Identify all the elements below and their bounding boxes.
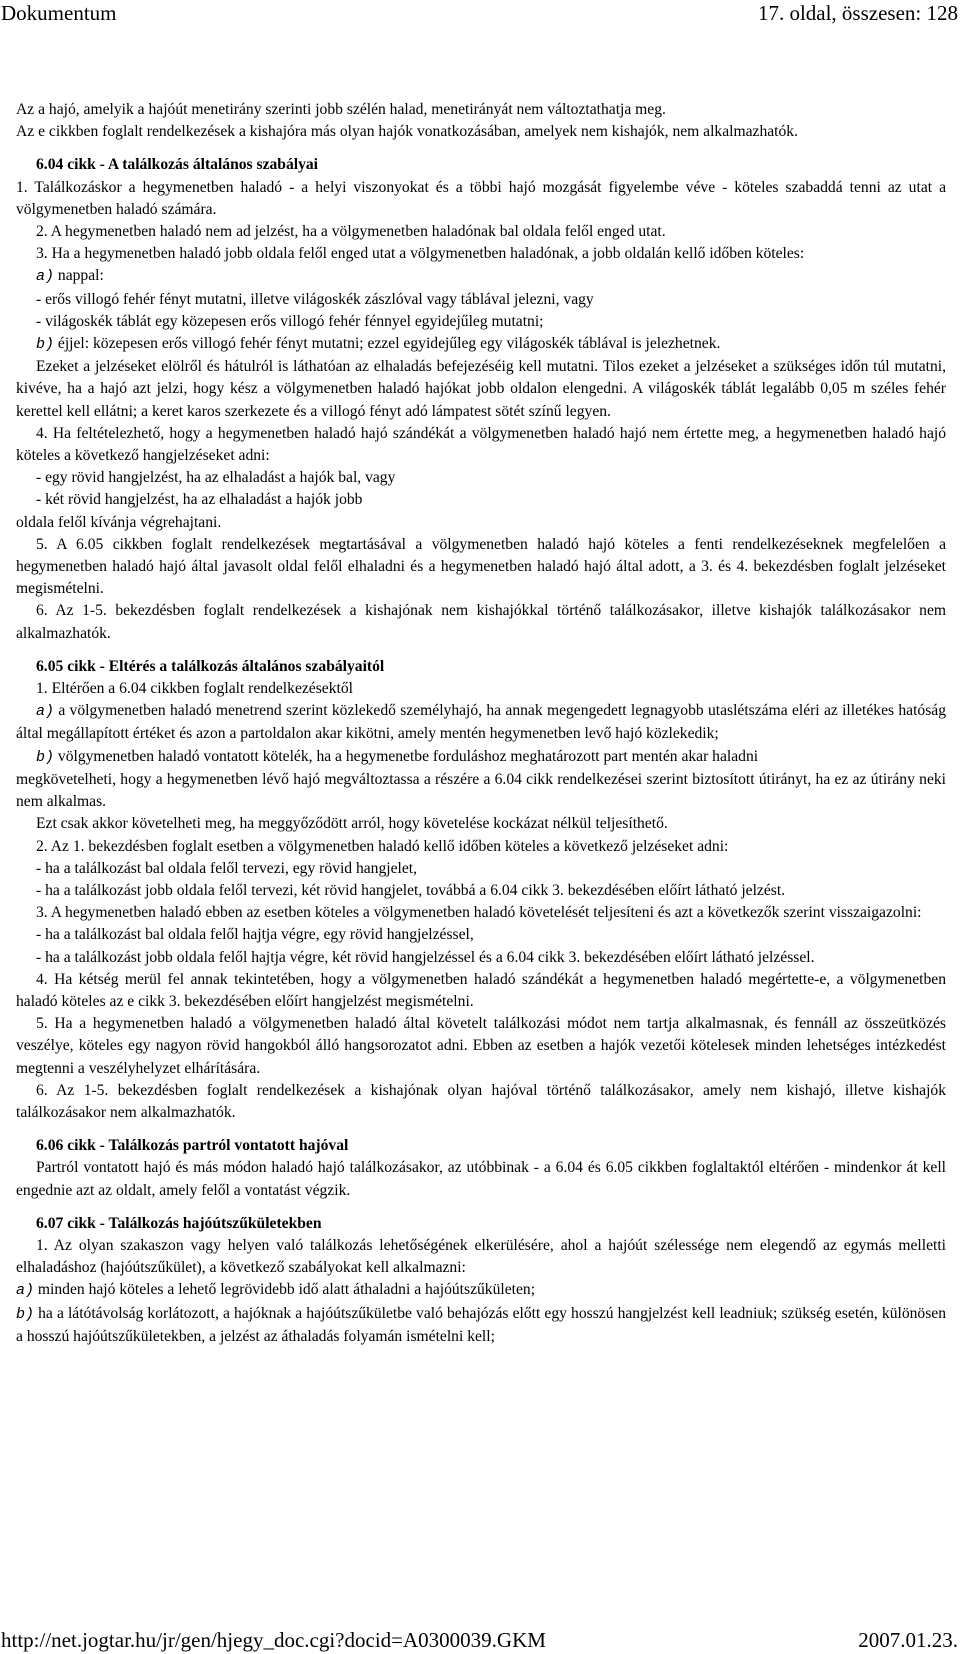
paragraph: 1. Találkozáskor a hegymenetben haladó - a helyi viszonyokat és a többi hajó mozgását figyelembe véve - köteles szabaddá tenni az utat a völgymenetben haladó számára. [16, 178, 946, 218]
document-body [16, 99, 946, 1348]
source-url: http://net.jogtar.hu/jr/gen/hjegy_doc.cgi?docid=A0300039.GKM [1, 1628, 546, 1652]
document-title: Dokumentum [1, 1, 117, 25]
section-heading-6-07: 6.07 cikk - Találkozás hajóútszűkületekben [36, 1214, 322, 1232]
list-item: - egy rövid hangjelzést, ha az elhaladást a hajók bal, vagy [36, 469, 396, 487]
page-header [0, 0, 960, 26]
page-indicator: 17. oldal, összesen: 128 [757, 1, 958, 25]
paragraph: Az e cikkben foglalt rendelkezések a kishajóra más olyan hajók vonatkozásában, amelyek nem kishajók, nem alkalmazhatók. [16, 123, 799, 141]
paragraph: 6. Az 1-5. bekezdésben foglalt rendelkezések a kishajónak nem kishajókkal történő találkozásakor, illetve kishajók találkozásakor nem alkalmazhatók. [16, 602, 946, 642]
paragraph: 1. Eltérően a 6.04 cikkben foglalt rendelkezésektől [36, 680, 353, 698]
paragraph: 2. A hegymenetben haladó nem ad jelzést, ha a völgymenetben haladónak bal oldala felől enged utat. [36, 223, 666, 241]
paragraph: 4. Ha kétség merül fel annak tekintetében, hogy a völgymenetben haladó szándékát a hegymenetben haladó megértette-e, a völgymenetben haladó köteles az e cikk 3. bekezdésében előírt hangjelzést megismételni. [16, 970, 946, 1010]
list-item: b) ha a látótávolság korlátozott, a hajóknak a hajóútszűkületbe való behajózás előtt egy hosszú hangjelzést kell leadniuk; szükség esetén, különösen a hosszú hajóútszűkületekben, a jelzést az áthaladás folyamán ismételni kell; [16, 1304, 946, 1345]
list-item: - erős villogó fehér fényt mutatni, illetve világoskék zászlóval vagy táblával jelezni, vagy [36, 290, 594, 308]
paragraph: 3. A hegymenetben haladó ebben az esetben köteles a völgymenetben haladó követelését teljesíteni és azt a következők szerint visszaigazolni: [36, 904, 922, 922]
paragraph: Ezeket a jelzéseket elölről és hátulról is láthatóan az elhaladás befejezéséig kell mutatni. Tilos ezeket a jelzéseket a szükséges időn túl mutatni, kivéve, ha a hajó azt jelzi, hogy kész a völgymenetben haladó hajókat jobb oldalon elengedni. A világoskék táblát legalább 0,05 m széles fehér kerettel kell ellátni; a keret karos szerkezete és a villogó fényt adó lámpatest sötét színű legyen. [16, 358, 946, 420]
paragraph: 6. Az 1-5. bekezdésben foglalt rendelkezések a kishajónak olyan hajóval történő találkozásakor, amely nem kishajó, illetve kishajók találkozásakor nem alkalmazhatók. [16, 1081, 946, 1121]
list-item: a) nappal: [36, 267, 104, 286]
list-item: b) éjjel: közepesen erős villogó fehér fényt mutatni; ezzel egyidejűleg egy világoskék táblával is jelezhetnek. [36, 335, 721, 354]
section-heading-6-05: 6.05 cikk - Eltérés a találkozás általános szabályaitól [36, 657, 385, 675]
paragraph: Partról vontatott hajó és más módon haladó hajó találkozásakor, az utóbbinak - a 6.04 és 6.05 cikkben foglaltaktól eltérően - mindenkor át kell engednie azt az oldalt, amely felől a vontatást végzik. [16, 1159, 946, 1199]
list-item: - ha a találkozást bal oldala felől tervezi, egy rövid hangjelet, [36, 859, 418, 877]
list-item: b) völgymenetben haladó vontatott kötelék, ha a hegymenetbe forduláshoz meghatározott part mentén akar haladni [36, 747, 759, 766]
item-label: a) [36, 703, 55, 721]
print-date: 2007.01.23. [858, 1628, 958, 1652]
item-label: b) [36, 748, 55, 766]
list-item: a) a völgymenetben haladó menetrend szerint közlekedő személyhajó, ha annak megengedett legnagyobb utaslétszáma eléri az illetékes hatóság által megállapított értéket és azon a partoldalon akar kikötni, amely mentén hegymenetben levő hajó közlekedik; [16, 702, 946, 743]
paragraph: 2. Az 1. bekezdésben foglalt esetben a völgymenetben haladó kellő időben köteles a következő jelzéseket adni: [36, 837, 729, 855]
paragraph: oldala felől kívánja végrehajtani. [16, 513, 222, 531]
list-item: - ha a találkozást jobb oldala felől tervezi, két rövid hangjelet, továbbá a 6.04 cikk 3. bekezdésében előírt látható jelzést. [36, 881, 786, 899]
paragraph: 5. Ha a hegymenetben haladó a völgymenetben haladó által követelt találkozási módot nem tartja alkalmasnak, és fennáll az összeütközés veszélye, köteles egy nagyon rövid hangokból álló hangsorozatot adni. Ebben az esetben a hajók vezetői kötelesek minden lehetséges intézkedést megtenni a veszélyhelyzet elhárítására. [16, 1015, 946, 1077]
list-item: a) minden hajó köteles a lehető legrövidebb idő alatt áthaladni a hajóútszűkületen; [16, 1281, 536, 1300]
item-label: b) [16, 1305, 35, 1323]
paragraph: Ezt csak akkor követelheti meg, ha meggyőződött arról, hogy követelése kockázat nélkül teljesíthető. [36, 815, 668, 833]
paragraph: 1. Az olyan szakaszon vagy helyen való találkozás lehetőségének elkerülésére, ahol a hajóút szélessége nem elegendő az egymás melletti elhaladáshoz (hajóútszűkület), a következő szabályokat kell alkalmazni: [16, 1236, 946, 1277]
paragraph: Az a hajó, amelyik a hajóút menetirány szerinti jobb szélén halad, menetirányát nem változtathatja meg. [16, 101, 666, 118]
paragraph: 3. Ha a hegymenetben haladó jobb oldala felől enged utat a völgymenetben haladónak, a jobb oldalán kellő időben köteles: [36, 245, 805, 263]
paragraph: 4. Ha feltételezhető, hogy a hegymenetben haladó hajó szándékát a völgymenetben haladó hajó nem értette meg, a hegymenetben haladó hajó köteles a következő hangjelzéseket adni: [16, 424, 946, 465]
item-label: a) [16, 1282, 35, 1300]
section-heading-6-06: 6.06 cikk - Találkozás partról vontatott hajóval [36, 1137, 349, 1155]
list-item: - ha a találkozást bal oldala felől hajtja végre, egy rövid hangjelzéssel, [36, 926, 474, 944]
section-heading-6-04: 6.04 cikk - A találkozás általános szabályai [36, 156, 319, 174]
item-label: a) [36, 268, 55, 286]
list-item: - ha a találkozást jobb oldala felől hajtja végre, két rövid hangjelzéssel és a 6.04 cikk 3. bekezdésében előírt látható jelzéssel. [36, 948, 815, 966]
paragraph: 5. A 6.05 cikkben foglalt rendelkezések megtartásával a völgymenetben haladó hajó köteles a fenti rendelkezéseknek megfelelően a hegymenetben haladó hajó által javasolt oldal felől elhaladni és a hegymenetben haladó hajó által adott, a 3. és 4. bekezdésben foglalt jelzéseket megismételni. [16, 535, 946, 598]
paragraph: megkövetelheti, hogy a hegymenetben lévő hajó megváltoztassa a részére a 6.04 cikk rendelkezései szerint biztosított útirányt, ha ez az útirány neki nem alkalmas. [16, 770, 946, 811]
list-item: - két rövid hangjelzést, ha az elhaladást a hajók jobb [36, 491, 363, 509]
item-label: b) [36, 336, 55, 354]
list-item: - világoskék táblát egy közepesen erős villogó fehér fénnyel egyidejűleg mutatni; [36, 312, 544, 330]
page-footer [0, 1626, 960, 1654]
